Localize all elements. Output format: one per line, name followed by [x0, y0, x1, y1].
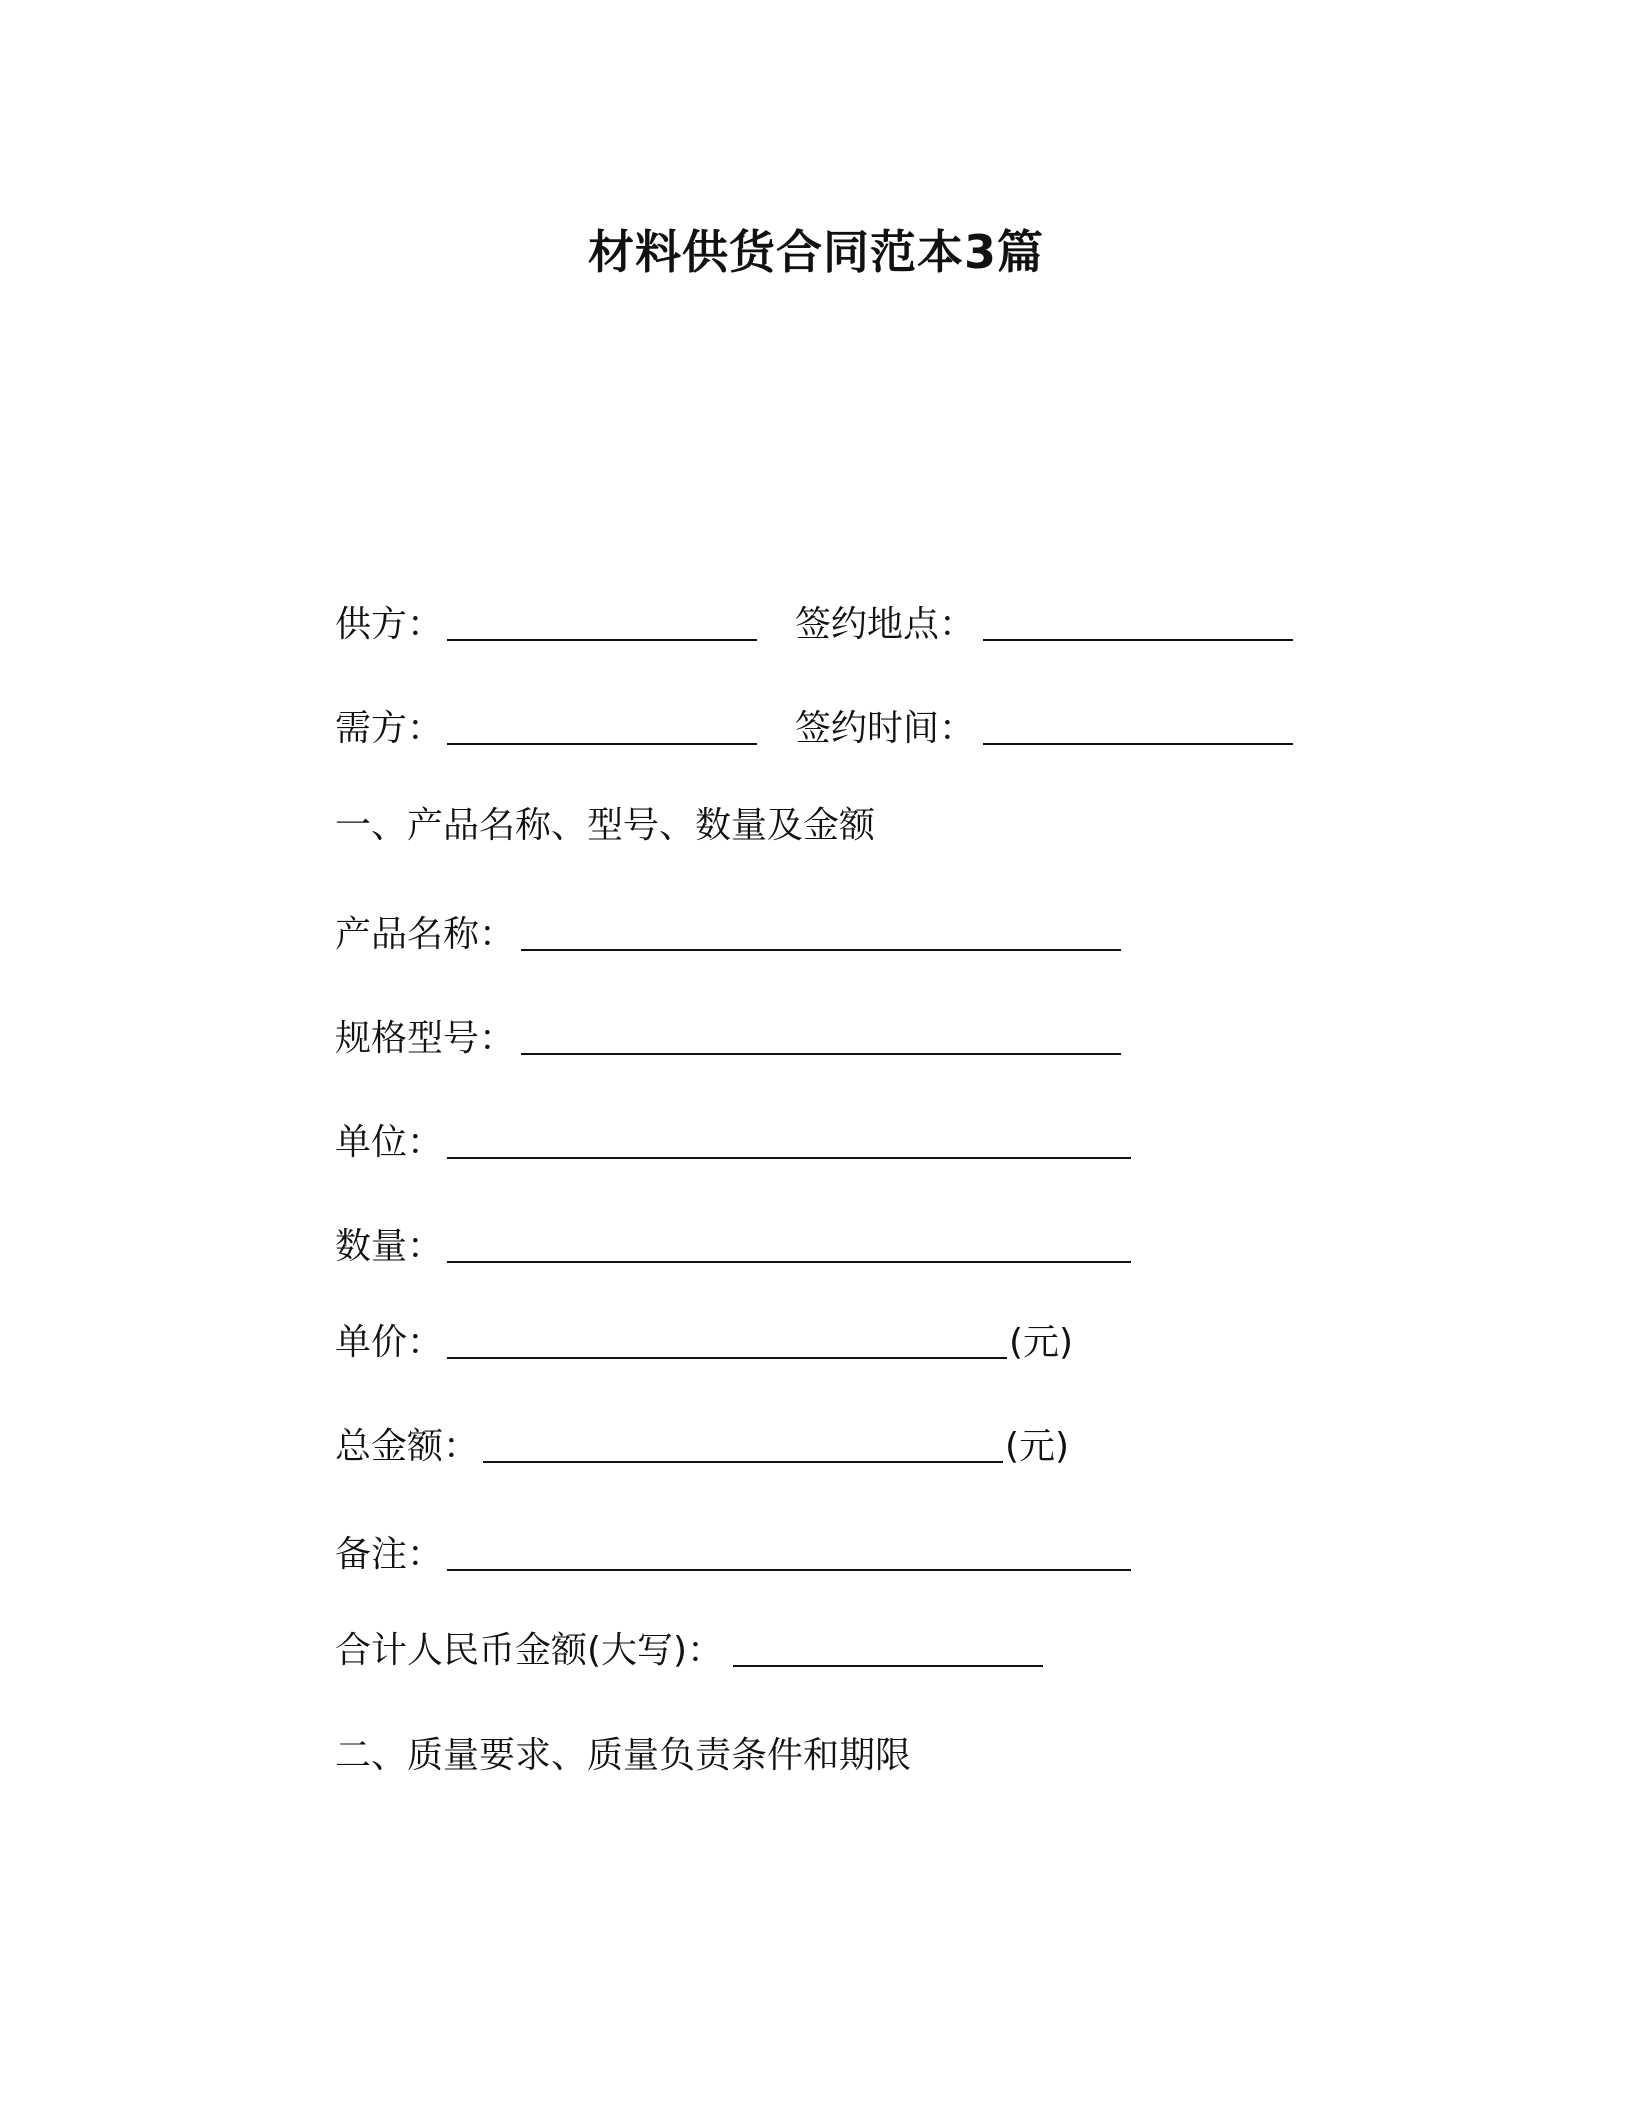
product-name-row: [335, 910, 1235, 960]
remarks-blank[interactable]: [447, 1569, 1131, 1571]
unit-price-row: [335, 1318, 1235, 1368]
sign-place-label: 签约地点：: [795, 604, 976, 645]
quantity-label: 数量：: [335, 1226, 444, 1267]
unit-price-unit: (元): [1009, 1322, 1074, 1363]
supplier-row: [335, 600, 1335, 650]
model-label: 规格型号：: [335, 1018, 516, 1059]
product-name-label: 产品名称：: [335, 914, 516, 955]
rmb-total-blank[interactable]: [733, 1665, 1043, 1667]
unit-blank[interactable]: [447, 1157, 1131, 1159]
sign-place-blank[interactable]: [983, 639, 1293, 641]
unit-row: [335, 1118, 1235, 1168]
model-blank[interactable]: [521, 1053, 1121, 1055]
remarks-row: [335, 1530, 1235, 1580]
sign-time-label: 签约时间：: [795, 708, 976, 749]
section2-heading: 二、质量要求、质量负责条件和期限: [335, 1735, 912, 1776]
total-label: 总金额：: [335, 1426, 480, 1467]
product-name-blank[interactable]: [521, 949, 1121, 951]
supplier-blank[interactable]: [447, 639, 757, 641]
model-row: [335, 1014, 1235, 1064]
buyer-blank[interactable]: [447, 743, 757, 745]
rmb-total-label: 合计人民币金额(大写)：: [335, 1630, 724, 1671]
page-title: 材料供货合同范本3篇: [587, 225, 1044, 279]
total-unit: (元): [1005, 1426, 1070, 1467]
buyer-label: 需方：: [335, 708, 444, 749]
quantity-row: [335, 1222, 1235, 1272]
quantity-blank[interactable]: [447, 1261, 1131, 1263]
unit-price-blank[interactable]: [447, 1357, 1007, 1359]
unit-price-label: 单价：: [335, 1322, 444, 1363]
unit-label: 单位：: [335, 1122, 444, 1163]
total-row: [335, 1422, 1235, 1472]
rmb-total-row: [335, 1626, 1235, 1676]
supplier-label: 供方：: [335, 604, 444, 645]
sign-time-blank[interactable]: [983, 743, 1293, 745]
total-blank[interactable]: [483, 1461, 1003, 1463]
buyer-row: [335, 704, 1335, 754]
remarks-label: 备注：: [335, 1534, 444, 1575]
section1-heading: 一、产品名称、型号、数量及金额: [335, 805, 876, 846]
